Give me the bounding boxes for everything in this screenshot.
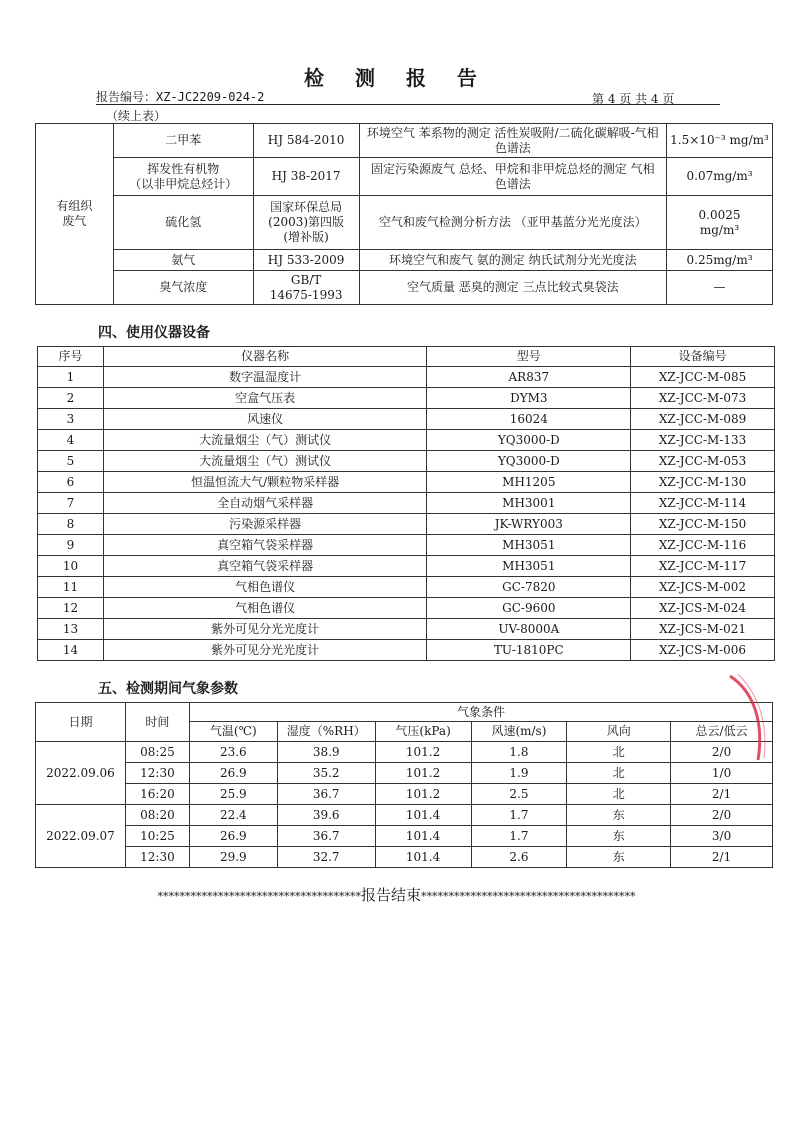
method-row (36, 158, 773, 196)
weather-cell: 1/0 (671, 763, 773, 784)
instrument-cell: 真空箱气袋采样器 (103, 535, 427, 556)
weather-cell: 10:25 (125, 826, 189, 847)
instrument-cell: TU-1810PC (427, 640, 631, 661)
instrument-cell: AR837 (427, 367, 631, 388)
instrument-cell: 3 (38, 409, 104, 430)
weather-cell: 东 (567, 847, 671, 868)
instrument-cell: 真空箱气袋采样器 (103, 556, 427, 577)
weather-date-header: 日期 (36, 703, 126, 742)
weather-date: 2022.09.06 (36, 742, 126, 805)
instrument-cell: DYM3 (427, 388, 631, 409)
weather-cell: 2/0 (671, 742, 773, 763)
instrument-row (38, 556, 775, 577)
instrument-row (38, 388, 775, 409)
weather-cell: 08:25 (125, 742, 189, 763)
method-description: 固定污染源废气 总烃、甲烷和非甲烷总烃的测定 气相色谱法 (359, 158, 666, 196)
instrument-cell: 6 (38, 472, 104, 493)
weather-cell: 2.5 (471, 784, 567, 805)
instrument-cell: 16024 (427, 409, 631, 430)
instrument-cell: 14 (38, 640, 104, 661)
instruments-header-row (38, 347, 775, 367)
end-stars-right: *************************************** (421, 890, 636, 903)
weather-subheader-cell: 总云/低云 (671, 722, 773, 742)
weather-cell: 38.9 (277, 742, 375, 763)
instrument-row (38, 451, 775, 472)
weather-cell: 1.8 (471, 742, 567, 763)
method-description: 环境空气 苯系物的测定 活性炭吸附/二硫化碳解吸-气相色谱法 (359, 124, 666, 158)
weather-cell: 16:20 (125, 784, 189, 805)
weather-section-title: 五、检测期间气象参数 (98, 681, 238, 697)
weather-cell: 29.9 (189, 847, 277, 868)
weather-row (36, 742, 773, 763)
weather-row (36, 826, 773, 847)
method-detection-limit: — (667, 271, 773, 305)
instrument-cell: MH3001 (427, 493, 631, 514)
weather-group-header: 气象条件 (189, 703, 772, 722)
instrument-row (38, 514, 775, 535)
instrument-cell: 大流量烟尘（气）测试仪 (103, 430, 427, 451)
weather-subheader-cell: 湿度（%RH） (277, 722, 375, 742)
method-item: 氨气 (113, 250, 253, 271)
instrument-cell: 全自动烟气采样器 (103, 493, 427, 514)
instrument-cell: XZ-JCC-M-053 (631, 451, 775, 472)
weather-cell: 39.6 (277, 805, 375, 826)
method-detection-limit: 1.5×10⁻³ mg/m³ (667, 124, 773, 158)
weather-cell: 1.7 (471, 826, 567, 847)
instrument-cell: 紫外可见分光光度计 (103, 619, 427, 640)
weather-row (36, 763, 773, 784)
method-standard: HJ 38-2017 (253, 158, 359, 196)
weather-cell: 25.9 (189, 784, 277, 805)
method-description: 环境空气和废气 氨的测定 纳氏试剂分光光度法 (359, 250, 666, 271)
weather-cell: 101.2 (375, 784, 471, 805)
weather-cell: 32.7 (277, 847, 375, 868)
instrument-cell: 11 (38, 577, 104, 598)
instrument-cell: MH1205 (427, 472, 631, 493)
instrument-cell: XZ-JCC-M-116 (631, 535, 775, 556)
instrument-cell: 5 (38, 451, 104, 472)
instrument-cell: 8 (38, 514, 104, 535)
weather-cell: 08:20 (125, 805, 189, 826)
methods-table (35, 123, 773, 305)
instrument-cell: 1 (38, 367, 104, 388)
instrument-cell: 紫外可见分光光度计 (103, 640, 427, 661)
weather-cell: 12:30 (125, 763, 189, 784)
instrument-cell: YQ3000-D (427, 451, 631, 472)
instrument-row (38, 535, 775, 556)
report-title: 检 测 报 告 (304, 66, 489, 90)
instrument-cell: XZ-JCS-M-024 (631, 598, 775, 619)
instruments-section-title: 四、使用仪器设备 (98, 325, 210, 341)
instrument-cell: 9 (38, 535, 104, 556)
report-end-line (0, 884, 793, 905)
method-standard: GB/T 14675-1993 (253, 271, 359, 305)
method-item: 硫化氢 (113, 196, 253, 250)
method-row (36, 271, 773, 305)
method-description: 空气质量 恶臭的测定 三点比较式臭袋法 (359, 271, 666, 305)
instrument-row (38, 430, 775, 451)
instruments-header-cell: 序号 (38, 347, 104, 367)
method-row (36, 124, 773, 158)
method-standard: HJ 584-2010 (253, 124, 359, 158)
weather-cell: 2.6 (471, 847, 567, 868)
instrument-cell: XZ-JCC-M-150 (631, 514, 775, 535)
weather-cell: 35.2 (277, 763, 375, 784)
method-row (36, 250, 773, 271)
weather-cell: 1.7 (471, 805, 567, 826)
instrument-cell: 2 (38, 388, 104, 409)
instrument-cell: 气相色谱仪 (103, 577, 427, 598)
instrument-row (38, 619, 775, 640)
weather-time-header: 时间 (125, 703, 189, 742)
weather-cell: 12:30 (125, 847, 189, 868)
weather-cell: 2/0 (671, 805, 773, 826)
weather-cell: 2/1 (671, 847, 773, 868)
instrument-cell: XZ-JCC-M-073 (631, 388, 775, 409)
weather-table (35, 702, 773, 868)
weather-cell: 26.9 (189, 763, 277, 784)
instrument-cell: 空盒气压表 (103, 388, 427, 409)
weather-cell: 北 (567, 742, 671, 763)
instrument-cell: XZ-JCC-M-117 (631, 556, 775, 577)
instrument-cell: XZ-JCS-M-002 (631, 577, 775, 598)
instruments-table (37, 346, 775, 661)
weather-cell: 3/0 (671, 826, 773, 847)
instrument-cell: UV-8000A (427, 619, 631, 640)
method-standard: HJ 533-2009 (253, 250, 359, 271)
instrument-row (38, 367, 775, 388)
method-group-label: 有组织 废气 (36, 124, 114, 305)
weather-subheader-cell: 气压(kPa) (375, 722, 471, 742)
weather-cell: 1.9 (471, 763, 567, 784)
instrument-cell: XZ-JCS-M-006 (631, 640, 775, 661)
instrument-cell: 风速仪 (103, 409, 427, 430)
instrument-cell: GC-7820 (427, 577, 631, 598)
instrument-cell: XZ-JCC-M-130 (631, 472, 775, 493)
method-detection-limit: 0.25mg/m³ (667, 250, 773, 271)
method-standard: 国家环保总局 (2003)第四版 (增补版) (253, 196, 359, 250)
report-end-label: 报告结束 (360, 886, 421, 904)
method-detection-limit: 0.07mg/m³ (667, 158, 773, 196)
instrument-cell: 气相色谱仪 (103, 598, 427, 619)
seal-stamp-fragment (724, 672, 770, 762)
weather-cell: 东 (567, 826, 671, 847)
instrument-cell: GC-9600 (427, 598, 631, 619)
method-item: 二甲苯 (113, 124, 253, 158)
weather-cell: 36.7 (277, 784, 375, 805)
weather-subheader-cell: 风速(m/s) (471, 722, 567, 742)
instrument-cell: 恒温恒流大气/颗粒物采样器 (103, 472, 427, 493)
instrument-row (38, 493, 775, 514)
weather-row (36, 805, 773, 826)
instrument-cell: XZ-JCC-M-133 (631, 430, 775, 451)
instruments-header-cell: 型号 (427, 347, 631, 367)
instruments-header-cell: 设备编号 (631, 347, 775, 367)
instrument-row (38, 640, 775, 661)
instrument-cell: 10 (38, 556, 104, 577)
page-info: 第 4 页 共 4 页 (592, 92, 675, 106)
weather-subheader-cell: 气温(℃) (189, 722, 277, 742)
instrument-cell: 4 (38, 430, 104, 451)
header-rule (96, 104, 720, 105)
weather-cell: 23.6 (189, 742, 277, 763)
weather-cell: 101.4 (375, 805, 471, 826)
weather-cell: 101.4 (375, 847, 471, 868)
instrument-row (38, 409, 775, 430)
instrument-cell: YQ3000-D (427, 430, 631, 451)
end-stars-left: ************************************* (157, 890, 361, 903)
instrument-cell: XZ-JCS-M-021 (631, 619, 775, 640)
weather-cell: 101.4 (375, 826, 471, 847)
instrument-cell: 污染源采样器 (103, 514, 427, 535)
instrument-cell: XZ-JCC-M-085 (631, 367, 775, 388)
instrument-cell: XZ-JCC-M-114 (631, 493, 775, 514)
instrument-row (38, 577, 775, 598)
method-row (36, 196, 773, 250)
weather-cell: 北 (567, 763, 671, 784)
method-detection-limit: 0.0025 mg/m³ (667, 196, 773, 250)
instrument-cell: 13 (38, 619, 104, 640)
instrument-cell: 数字温湿度计 (103, 367, 427, 388)
instrument-cell: 大流量烟尘（气）测试仪 (103, 451, 427, 472)
instrument-cell: MH3051 (427, 556, 631, 577)
instrument-cell: XZ-JCC-M-089 (631, 409, 775, 430)
method-item: 挥发性有机物 （以非甲烷总烃计） (113, 158, 253, 196)
instruments-header-cell: 仪器名称 (103, 347, 427, 367)
weather-cell: 101.2 (375, 742, 471, 763)
weather-subheader-cell: 风向 (567, 722, 671, 742)
continued-note: （续上表） (106, 109, 167, 123)
weather-cell: 22.4 (189, 805, 277, 826)
weather-date: 2022.09.07 (36, 805, 126, 868)
weather-cell: 2/1 (671, 784, 773, 805)
weather-cell: 东 (567, 805, 671, 826)
weather-row (36, 847, 773, 868)
weather-cell: 101.2 (375, 763, 471, 784)
weather-row (36, 784, 773, 805)
instrument-cell: 7 (38, 493, 104, 514)
report-number: 报告编号：XZ-JC2209-024-2 (96, 90, 265, 104)
instrument-row (38, 472, 775, 493)
instrument-row (38, 598, 775, 619)
weather-cell: 北 (567, 784, 671, 805)
weather-cell: 36.7 (277, 826, 375, 847)
method-description: 空气和废气检测分析方法 （亚甲基蓝分光光度法） (359, 196, 666, 250)
weather-header-row (36, 703, 773, 722)
weather-cell: 26.9 (189, 826, 277, 847)
instrument-cell: 12 (38, 598, 104, 619)
method-item: 臭气浓度 (113, 271, 253, 305)
instrument-cell: MH3051 (427, 535, 631, 556)
instrument-cell: JK-WRY003 (427, 514, 631, 535)
